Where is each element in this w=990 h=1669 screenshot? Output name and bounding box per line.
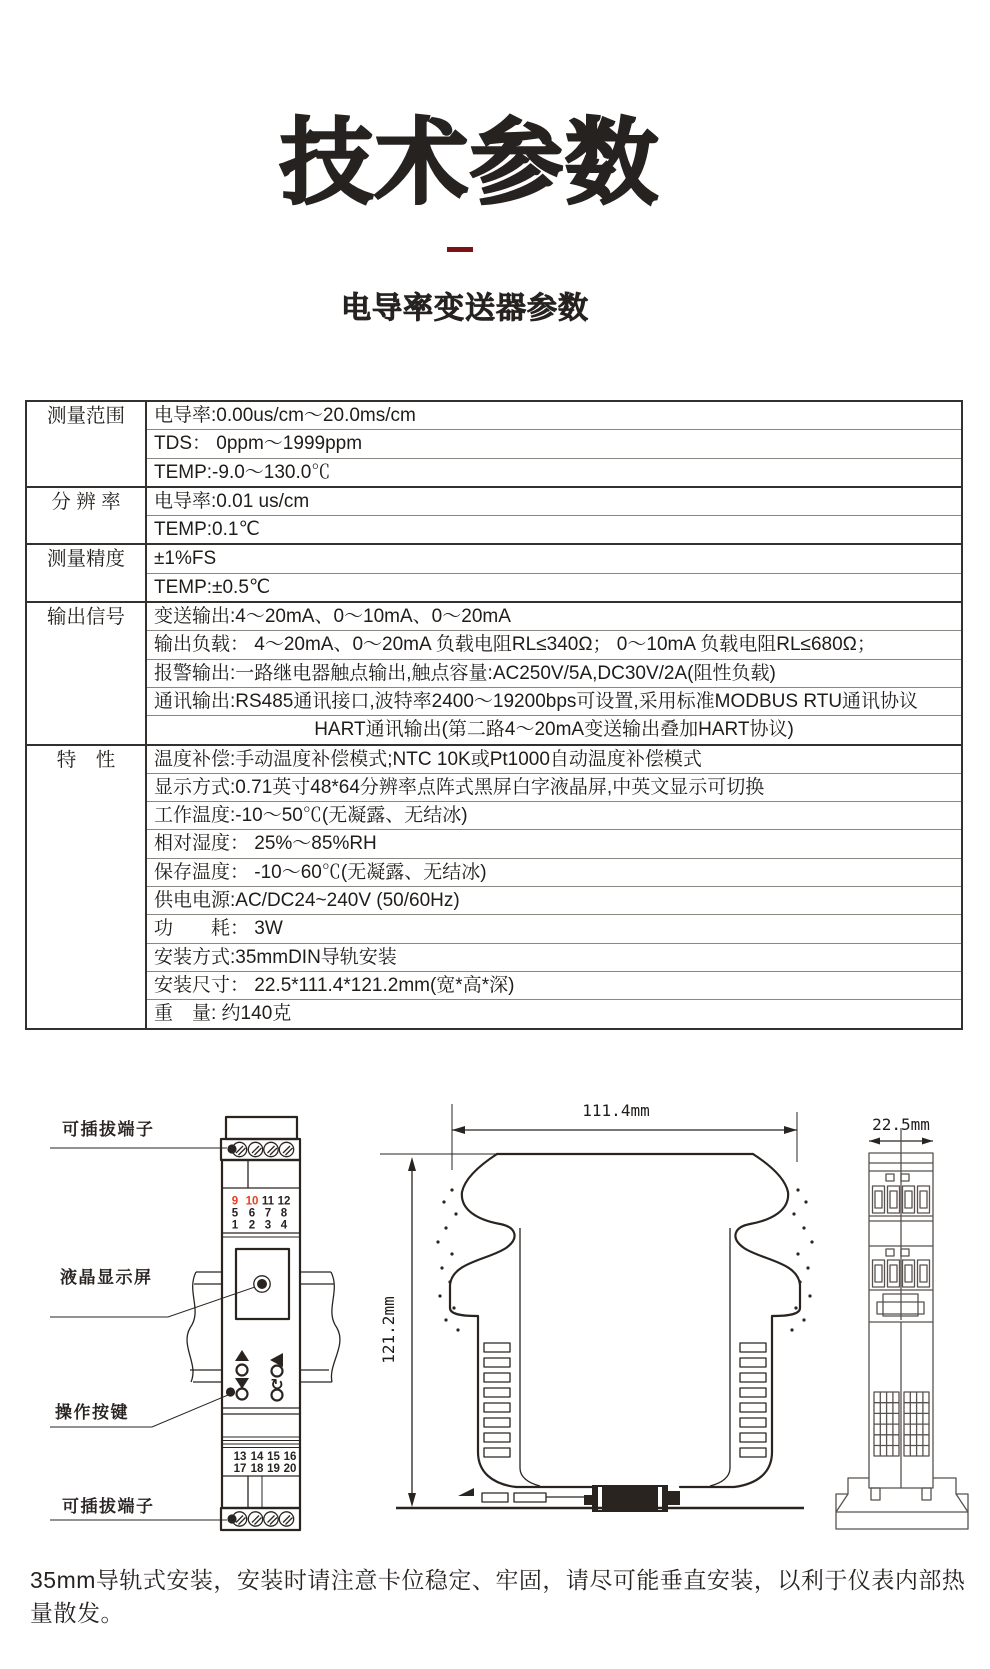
foot-latch xyxy=(458,1488,474,1496)
spec-row: 供电电源:AC/DC24~240V (50/60Hz) xyxy=(147,886,961,914)
terminal-number: 10 xyxy=(245,1195,259,1208)
spec-row: 显示方式:0.71英寸48*64分辨率点阵式黑屏白字液晶屏,中英文显示可切换 xyxy=(147,773,961,801)
section-subtitle: 电导率变送器参数 xyxy=(341,292,589,325)
technical-drawings xyxy=(0,1040,990,1560)
spec-group-label: 特 性 xyxy=(56,748,116,771)
spec-row: 电导率:0.00us/cm～20.0ms/cm xyxy=(154,405,416,426)
terminal-number: 6 xyxy=(248,1207,256,1220)
down-key-button xyxy=(237,1389,248,1400)
dimension-height-label: 111.4mm xyxy=(582,1101,650,1120)
terminal-number: 4 xyxy=(280,1219,288,1232)
din-rail-front-left xyxy=(187,1272,222,1382)
spec-row: TEMP:-9.0～130.0℃ xyxy=(147,458,961,486)
terminal-number: 1 xyxy=(231,1219,239,1232)
terminal-number-grid-top xyxy=(232,1196,291,1232)
end-view-vent-grid-right xyxy=(904,1392,929,1456)
spec-row: 报警输出:一路继电器触点输出,触点容量:AC250V/5A,DC30V/2A(阻性负载) xyxy=(147,659,961,687)
spec-row: 电导率:0.01 us/cm xyxy=(154,490,310,512)
terminal-number: 8 xyxy=(280,1207,288,1220)
spec-group-accuracy xyxy=(27,543,961,601)
terminal-number: 2 xyxy=(248,1219,256,1232)
din-rail-front-right xyxy=(300,1272,340,1382)
up-key-button xyxy=(237,1365,248,1376)
operation-keys xyxy=(235,1350,284,1401)
foot-detail xyxy=(514,1493,546,1502)
front-view-drawing xyxy=(50,1117,340,1530)
footer-install-note: 35mm导轨式安装，安装时请注意卡位稳定、牢固，请尽可能垂直安装，以利于仪表内部热量散发。 xyxy=(30,1567,966,1626)
leader-dot xyxy=(227,1514,236,1523)
spec-row: ±1%FS xyxy=(154,548,217,570)
terminal-number-grid-bottom xyxy=(234,1451,297,1475)
label-pluggable-terminal-top: 可插拔端子 xyxy=(62,1120,155,1139)
terminal-number: 16 xyxy=(283,1451,297,1463)
din-clip-slot xyxy=(658,1487,662,1510)
terminal-number: 14 xyxy=(250,1451,264,1463)
spec-row: HART通讯输出(第二路4～20mA变送输出叠加HART协议) xyxy=(147,715,961,743)
terminal-number: 13 xyxy=(233,1451,247,1463)
leader-line xyxy=(50,1287,255,1317)
vent-slots-left xyxy=(484,1343,510,1457)
side-view-drawing xyxy=(379,1101,814,1512)
spec-row: 通讯输出:RS485通讯接口,波特率2400～19200bps可设置,采用标准MODBUS RTU通讯协议 xyxy=(147,687,961,715)
din-rail-cross-section xyxy=(836,1478,968,1529)
vent-band xyxy=(222,1437,300,1448)
terminal-number: 18 xyxy=(250,1463,264,1475)
spec-row: 安装尺寸： 22.5*111.4*121.2mm(宽*高*深) xyxy=(147,971,961,999)
leader-dot xyxy=(227,1144,236,1153)
spec-row: 安装方式:35mmDIN导轨安装 xyxy=(147,943,961,971)
label-lcd-screen: 液晶显示屏 xyxy=(60,1268,153,1287)
terminal-number: 19 xyxy=(267,1463,280,1475)
lcd-leader-dot xyxy=(257,1279,267,1289)
spec-row: TEMP:±0.5℃ xyxy=(147,573,961,601)
spec-row: 输出负载： 4～20mA、0～20mA 负载电阻RL≤340Ω； 0～10mA 负载电阻RL≤680Ω； xyxy=(147,630,961,658)
arrowhead-down xyxy=(408,1493,416,1507)
down-arrow-key-icon xyxy=(235,1378,249,1389)
terminal-number: 15 xyxy=(267,1451,280,1463)
spec-row: TDS： 0ppm～1999ppm xyxy=(147,429,961,457)
spec-group-output-signal xyxy=(27,601,961,743)
spec-group-measure-range xyxy=(27,402,961,486)
terminal-number: 17 xyxy=(233,1463,247,1475)
spec-group-features xyxy=(27,744,961,1028)
terminal-number: 20 xyxy=(283,1463,297,1475)
page-title: 技术参数 xyxy=(280,111,660,215)
vent-slots-right xyxy=(740,1343,766,1457)
bottom-terminal-screws xyxy=(232,1512,293,1526)
terminal-number: 5 xyxy=(231,1207,239,1220)
spec-table xyxy=(25,400,963,1030)
terminal-number: 3 xyxy=(264,1219,272,1232)
terminal-number: 12 xyxy=(277,1195,291,1208)
arrowhead-left xyxy=(452,1126,465,1134)
spec-row: 保存温度： -10～60℃(无凝露、无结冰) xyxy=(147,858,961,886)
spec-row: 相对湿度： 25%～85%RH xyxy=(147,829,961,857)
spec-row: 工作温度:-10～50℃(无凝露、无结冰) xyxy=(147,801,961,829)
spec-group-label: 输出信号 xyxy=(46,606,125,629)
spec-group-label: 测量范围 xyxy=(46,405,125,427)
rotate-key-icon: ↻ xyxy=(270,1375,284,1394)
label-pluggable-terminal-bottom: 可插拔端子 xyxy=(62,1497,155,1516)
stipple-dots xyxy=(436,1188,813,1331)
dimension-drawing-svg xyxy=(0,1040,990,1560)
spec-group-label: 分 辨 率 xyxy=(51,490,121,513)
top-terminal-cover xyxy=(226,1117,297,1139)
foot-detail xyxy=(482,1493,508,1502)
terminal-number: 9 xyxy=(231,1195,239,1208)
top-terminal-screws xyxy=(232,1142,293,1156)
title-accent-dash xyxy=(447,247,473,252)
spec-row: 变送输出:4～20mA、0～10mA、0～20mA xyxy=(154,606,511,628)
spec-group-label: 测量精度 xyxy=(46,548,125,571)
spec-row: 温度补偿:手动温度补偿模式;NTC 10K或Pt1000自动温度补偿模式 xyxy=(154,748,702,770)
module-left-profile xyxy=(450,1154,592,1487)
dimension-depth-label: 121.2mm xyxy=(379,1296,398,1364)
end-view-vent-grid-left xyxy=(874,1392,899,1456)
spec-row: 功 耗： 3W xyxy=(147,914,961,942)
end-view-drawing xyxy=(836,1115,968,1529)
din-clip-slot xyxy=(598,1487,602,1510)
dimension-width-label: 22.5mm xyxy=(872,1115,930,1134)
spec-group-resolution xyxy=(27,486,961,544)
arrowhead-right xyxy=(784,1126,797,1134)
spec-row: 重 量: 约140克 xyxy=(147,999,961,1027)
terminal-number: 11 xyxy=(261,1195,275,1208)
label-operation-keys: 操作按键 xyxy=(55,1403,129,1422)
arrowhead-up xyxy=(408,1157,416,1171)
up-arrow-key-icon xyxy=(235,1350,249,1361)
spec-row: TEMP:0.1℃ xyxy=(147,515,961,543)
terminal-number: 7 xyxy=(264,1207,272,1220)
